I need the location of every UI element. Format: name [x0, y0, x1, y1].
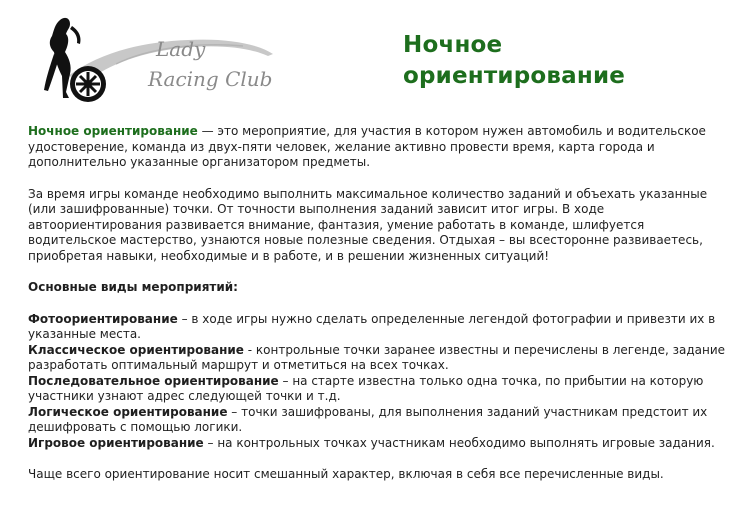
paragraph-2: За время игры команде необходимо выполнить максимальное количество заданий и объехать указанные (или зашифрованные) точки. От точности выполнения заданий зависит итог игры. В ходе автоориентирования развивается внимание, фантазия, умение работать в команде, шлифуется водительское мастерство, узнаются новые полезные сведения. Отдыхая – вы всесторонне развиваетесь, приобретая навыки, необходимые и в работе, и в решении жизненных ситуаций!	[28, 186, 708, 263]
type-item	[28, 374, 728, 405]
types-heading: Основные виды мероприятий:	[28, 280, 238, 294]
logo-text-lady: Lady	[156, 37, 206, 61]
type-text: – на старте известна только одна точка, по прибытии на которую участники узнают адрес следующей точки и т.д.	[28, 373, 704, 403]
page-title	[403, 30, 625, 92]
type-name: Фотоориентирование	[28, 311, 178, 326]
type-text: – точки зашифрованы, для выполнения заданий участникам предстоит их дешифровать с помощью логики.	[28, 404, 708, 434]
closing-paragraph: Чаще всего ориентирование носит смешанный характер, включая в себя все перечисленные виды.	[28, 467, 664, 481]
type-item	[28, 343, 728, 374]
article-body	[28, 124, 728, 483]
type-item	[28, 312, 728, 343]
type-name: Логическое ориентирование	[28, 404, 228, 419]
lady-racing-club-logo	[28, 14, 278, 114]
type-text: – в ходе игры нужно сделать определенные легендой фотографии и привезти их в указанные места.	[28, 311, 716, 341]
page-title-line2: ориентирование	[403, 63, 626, 89]
intro-text: — это мероприятие, для участия в котором нужен автомобиль и водительское удостоверение, команда из двух-пяти человек, желание активно провести время, карта города и дополнительно указанные организатором предметы.	[28, 124, 706, 169]
type-name: Игровое ориентирование	[28, 435, 204, 450]
logo-text-racing-club: Racing Club	[148, 67, 273, 91]
type-item	[28, 436, 728, 452]
page-title-line1: Ночное	[403, 32, 503, 58]
type-text: - контрольные точки заранее известны и перечислены в легенде, задание разработать оптимальный маршрут и отметиться на всех точках.	[28, 342, 726, 372]
logo-graphic	[28, 14, 278, 114]
intro-paragraph	[28, 124, 728, 171]
type-name: Последовательное ориентирование	[28, 373, 279, 388]
intro-term: Ночное ориентирование	[28, 124, 198, 138]
type-text: – на контрольных точках участникам необходимо выполнять игровые задания.	[203, 435, 715, 450]
type-item	[28, 405, 728, 436]
type-name: Классическое ориентирование	[28, 342, 244, 357]
